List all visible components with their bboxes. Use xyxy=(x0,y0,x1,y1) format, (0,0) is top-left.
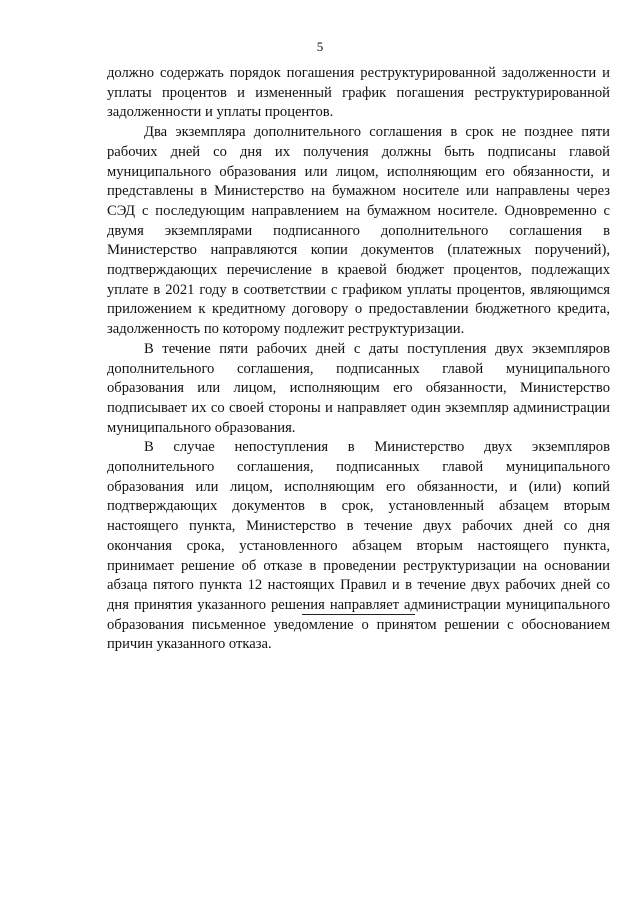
paragraph-2: Два экземпляра дополнительного соглашения в срок не позднее пяти рабочих дней со дня их получения должны быть подписаны главой муниципального образования или лицом, исполняющим его обязанности, и представлены в Министерство на бумажном носителе или направлены через СЭД с последующим направлением на бумажном носителе. Одновременно с двумя экземплярами подписанного дополнительного соглашения в Министерство направляются копии документов (платежных поручений), подтверждающих перечисление в краевой бюджет процентов, подлежащих уплате в 2021 году в соответствии с графиком уплаты процентов, являющимся приложением к кредитному договору о предоставлении бюджетного кредита, задолженность по которому подлежит реструктуризации. xyxy=(107,124,610,338)
paragraph-3: В течение пяти рабочих дней с даты поступления двух экземпляров дополнительного соглашения, подписанных главой муниципального образования или лицом, исполняющим его обязанности, Министерство подписывает их со своей стороны и направляет один экземпляр администрации муниципального образования. xyxy=(107,340,610,436)
end-divider-line xyxy=(302,614,415,615)
page-number: 5 xyxy=(316,39,324,54)
paragraph-1: должно содержать порядок погашения реструктурированной задолженности и уплаты процентов и измененный график погашения реструктурированной задолженности и уплаты процентов. xyxy=(107,65,610,121)
document-body xyxy=(107,64,610,655)
paragraph-4: В случае непоступления в Министерство двух экземпляров дополнительного соглашения, подписанных главой муниципального образования или лицом, исполняющим его обязанности, и (или) копий подтверждающих документов в срок, установленный абзацем вторым настоящего пункта, Министерство в течение двух рабочих дней со дня окончания срока, установленного абзацем вторым настоящего пункта, принимает решение об отказе в проведении реструктуризации на основании абзаца пятого пункта 12 настоящих Правил и в течение двух рабочих дней со дня принятия указанного решения направляет администрации муниципального образования письменное уведомление о принятом решении с обоснованием причин указанного отказа. xyxy=(107,439,610,653)
